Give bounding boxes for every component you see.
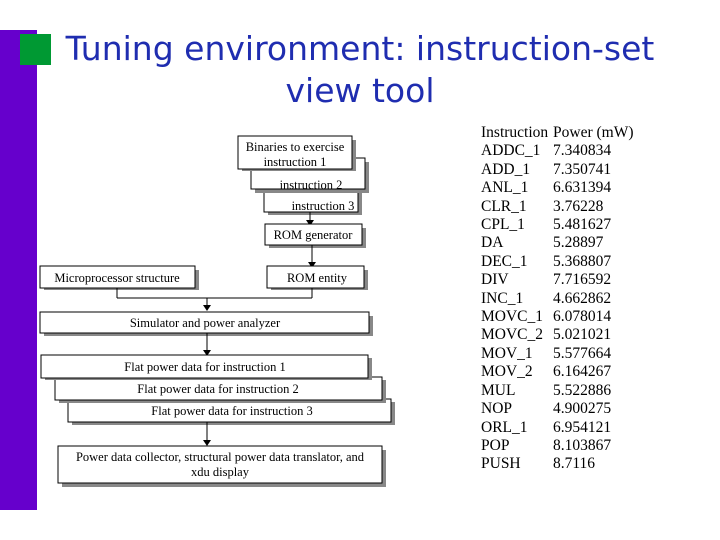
simulator-label: Simulator and power analyzer [129,316,281,330]
table-row [481,234,634,252]
binaries-box-1-label-line2: instruction 1 [263,155,327,169]
power-cell: 6.164267 [553,363,612,381]
table-row [481,179,634,197]
instruction-cell: DIV [481,271,509,289]
instruction-cell: MOVC_1 [481,308,544,326]
flat-power-label-1: Flat power data for instruction 1 [124,360,286,374]
table-row [481,271,634,289]
table-row [481,419,634,437]
rom-generator-label: ROM generator [273,228,353,242]
power-cell: 8.103867 [553,436,612,454]
header-instruction: Instruction [481,124,549,141]
table-row [481,216,634,234]
power-cell: 5.522886 [553,381,612,399]
instruction-cell: MOVC_2 [481,326,544,344]
flat-power-stack [41,355,395,425]
instruction-cell: ADDC_1 [481,142,541,160]
header-power: Power (mW) [553,124,634,141]
power-cell: 8.7116 [553,455,596,473]
binaries-box-1-label-line1: Binaries to exercise [245,140,345,154]
arrowhead [203,440,211,446]
power-cell: 5.368807 [553,252,612,270]
instruction-cell: MOV_2 [481,363,533,381]
table-row [481,437,634,455]
instruction-cell: ANL_1 [481,179,529,197]
power-table [481,124,634,474]
table-row [481,382,634,400]
instruction-cell: CLR_1 [481,197,527,215]
power-cell: 5.481627 [553,216,612,234]
power-cell: 5.577664 [553,344,612,362]
table-row [481,161,634,179]
table-row [481,345,634,363]
power-table-header [481,124,634,142]
power-cell: 6.078014 [553,308,612,326]
table-row [481,326,634,344]
instruction-cell: DEC_1 [481,252,528,270]
table-row [481,253,634,271]
instruction-cell: MUL [481,381,516,399]
table-row [481,363,634,381]
title-line-2: view tool [285,71,435,110]
power-cell: 4.900275 [553,400,612,418]
table-row [481,455,634,473]
table-row [481,400,634,418]
instruction-cell: MOV_1 [481,344,533,362]
instruction-cell: PUSH [481,455,521,473]
collector-label-line1: Power data collector, structural power data translator, and [75,450,365,464]
flat-power-label-2: Flat power data for instruction 2 [137,382,299,396]
binaries-box-2-label: instruction 2 [279,178,343,192]
instruction-cell: INC_1 [481,289,524,307]
power-cell: 7.340834 [553,142,612,160]
binaries-box-3-label: instruction 3 [291,199,355,213]
instruction-cell: POP [481,436,510,454]
flat-power-label-3: Flat power data for instruction 3 [151,404,313,418]
power-cell: 6.954121 [553,418,612,436]
instruction-cell: ADD_1 [481,160,531,178]
title-line-1: Tuning environment: instruction-set [65,29,655,68]
power-cell: 5.28897 [553,234,604,252]
power-cell: 7.350741 [553,160,612,178]
table-row [481,290,634,308]
microprocessor-structure-label: Microprocessor structure [54,271,180,285]
power-cell: 3.76228 [553,197,604,215]
collector-label-line2: xdu display [191,465,249,479]
instruction-cell: ORL_1 [481,418,528,436]
power-cell: 7.716592 [553,271,612,289]
instruction-cell: DA [481,234,504,252]
binaries-stack [238,136,369,215]
table-row [481,308,634,326]
instruction-cell: NOP [481,400,513,418]
power-cell: 6.631394 [553,179,612,197]
rom-entity-label: ROM entity [286,271,348,285]
power-cell: 5.021021 [553,326,612,344]
instruction-cell: CPL_1 [481,216,525,234]
table-row [481,142,634,160]
arrowhead [203,305,211,311]
table-row [481,198,634,216]
power-cell: 4.662862 [553,289,612,307]
